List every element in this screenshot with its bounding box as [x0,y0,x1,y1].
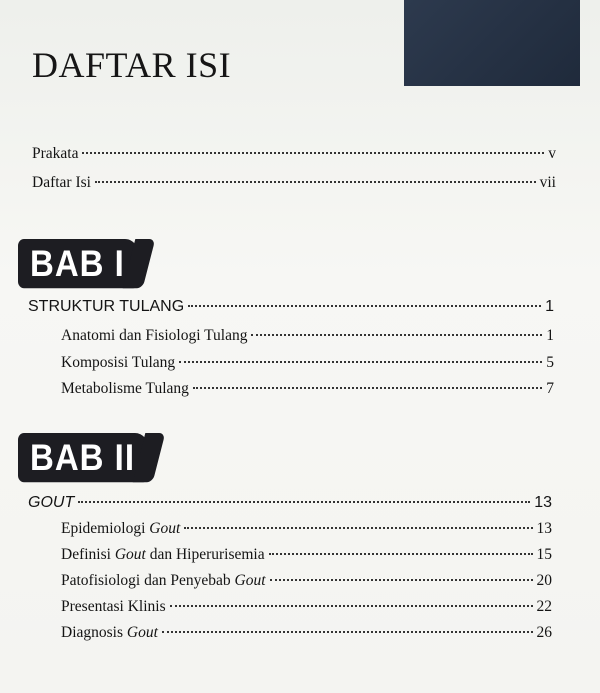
dot-leader [184,527,532,529]
toc-entry-page: 20 [536,572,552,589]
toc-entry-page: 7 [546,380,554,397]
toc-entry-page: v [548,145,556,162]
chapter-heading-gout[interactable] [28,494,552,512]
chapter-badge-bab-2: BAB II [18,433,149,482]
chapter-heading-label: GOUT [28,494,75,511]
toc-entry-label: Presentasi Klinis [61,598,166,615]
toc-entry-komposisi[interactable] [61,354,554,372]
toc-entry-page: vii [539,174,556,191]
chapter-badge-bab-1: BAB I [18,239,139,288]
toc-entry-label: Definisi Gout dan Hiperurisemia [61,546,265,563]
dot-leader [78,501,530,503]
toc-entry-label: Diagnosis Gout [61,624,158,641]
dot-leader [170,605,533,607]
dot-leader [82,152,544,154]
toc-entry-anatomi[interactable] [61,327,554,345]
toc-entry-page: 15 [536,546,552,563]
dot-leader [162,631,533,633]
dot-leader [95,181,536,183]
toc-entry-definisi[interactable] [61,546,552,564]
dot-leader [269,553,533,555]
decorative-corner-block [404,0,580,86]
page-title: DAFTAR ISI [32,45,232,85]
toc-entry-page: 22 [536,598,552,615]
toc-entry-epidemiologi[interactable] [61,520,552,538]
toc-entry-metabolisme[interactable] [61,380,554,398]
toc-entry-label: Komposisi Tulang [61,354,176,371]
toc-entry-label: Epidemiologi Gout [61,520,181,537]
toc-entry-page: 5 [546,354,554,371]
dot-leader [193,387,542,389]
toc-entry-label: Patofisiologi dan Penyebab Gout [61,572,266,589]
toc-entry-presentasi-klinis[interactable] [61,598,552,616]
toc-entry-page: 13 [536,520,552,537]
toc-entry-label: Metabolisme Tulang [61,380,189,397]
toc-entry-label: Anatomi dan Fisiologi Tulang [61,327,248,344]
toc-entry-page: 1 [546,327,554,344]
dot-leader [188,305,541,307]
toc-entry-page: 1 [545,298,554,315]
chapter-heading-label: STRUKTUR TULANG [28,298,185,315]
toc-entry-patofisiologi[interactable] [61,572,552,590]
toc-entry-daftar-isi[interactable] [32,174,556,192]
dot-leader [251,334,542,336]
toc-entry-page: 26 [536,624,552,641]
toc-entry-page: 13 [534,494,552,511]
dot-leader [179,361,542,363]
chapter-heading-struktur-tulang[interactable] [28,298,554,316]
toc-entry-label: Daftar Isi [32,174,91,191]
toc-entry-label: Prakata [32,145,79,162]
dot-leader [270,579,533,581]
toc-entry-diagnosis[interactable] [61,624,552,642]
toc-entry-prakata[interactable] [32,145,556,163]
